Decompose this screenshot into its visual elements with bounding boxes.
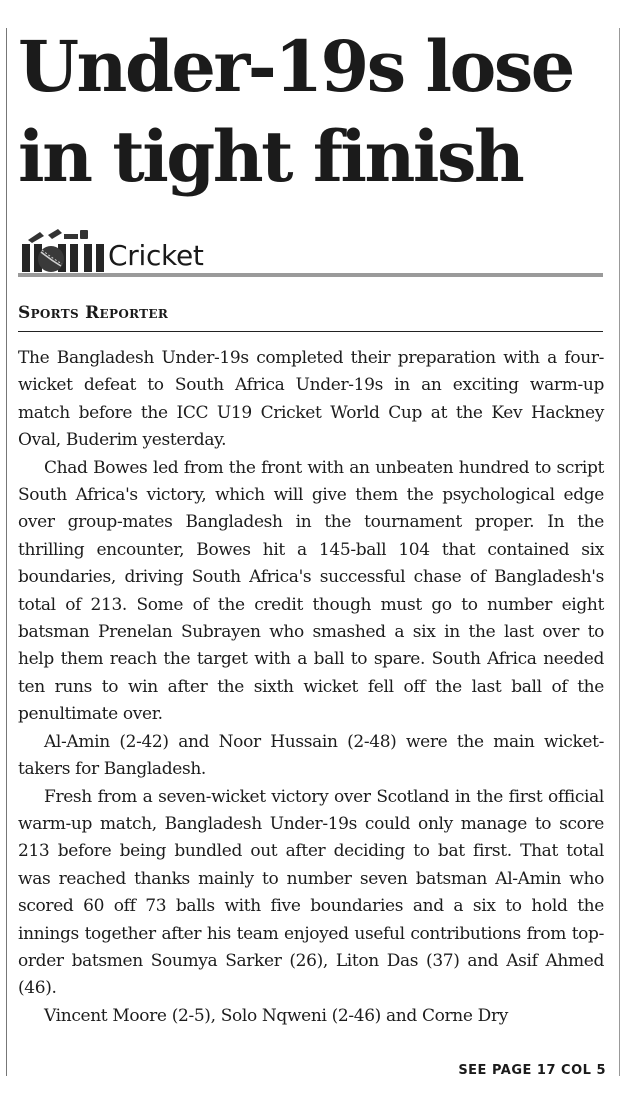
continuation-jump: SEE PAGE 17 COL 5 xyxy=(458,1063,606,1078)
article-paragraph: Fresh from a seven-wicket victory over Scotland in the first official warm-up match, Bangladesh Under-19s could only manage to score 213 before being bundled out after deciding to bat first. That total was reached thanks mainly to number seven batsman Al-Amin who scored 60 off 73 balls with five boundaries and a six to hold the innings together after his team enjoyed useful contributions from top-order batsmen Soumya Sarker (26), Liton Das (37) and Asif Ahmed (46). xyxy=(18,786,604,999)
byline-divider xyxy=(18,331,603,332)
article-paragraph: Chad Bowes led from the front with an unbeaten hundred to script South Africa's victory, which will give them the psychological edge over group-mates Bangladesh in the tournament proper. In the thrilling encounter, Bowes hit a 145-ball 104 that contained six boundaries, driving South Africa's successful chase of Bangladesh's total of 213. Some of the credit though must go to number eight batsman Prenelan Subrayen who smashed a six in the last over to help them reach the target with a ball to spare. South Africa needed ten runs to win after the sixth wicket fell off the last ball of the penultimate over. xyxy=(18,457,604,725)
cricket-stumps-ball-icon xyxy=(18,226,104,272)
article-paragraph: Vincent Moore (2-5), Solo Nqweni (2-46) and Corne Dry xyxy=(44,1005,508,1026)
article-paragraph: The Bangladesh Under-19s completed their preparation with a four-wicket defeat to South Africa Under-19s in an exciting warm-up match before the ICC U19 Cricket World Cup at the Kev Hackney Oval, Buderim yesterday. xyxy=(18,348,604,451)
column-rule-left xyxy=(6,28,7,1076)
section-label: Cricket xyxy=(108,239,204,272)
byline: Sports Reporter xyxy=(18,303,169,323)
column-rule-right xyxy=(619,28,620,1076)
section-kicker xyxy=(18,226,204,272)
section-divider xyxy=(18,273,603,277)
article-body xyxy=(18,345,604,1030)
article-paragraph: Al-Amin (2-42) and Noor Hussain (2-48) were the main wicket-takers for Bangladesh. xyxy=(18,731,604,780)
headline: Under-19s lose in tight finish xyxy=(18,25,573,198)
